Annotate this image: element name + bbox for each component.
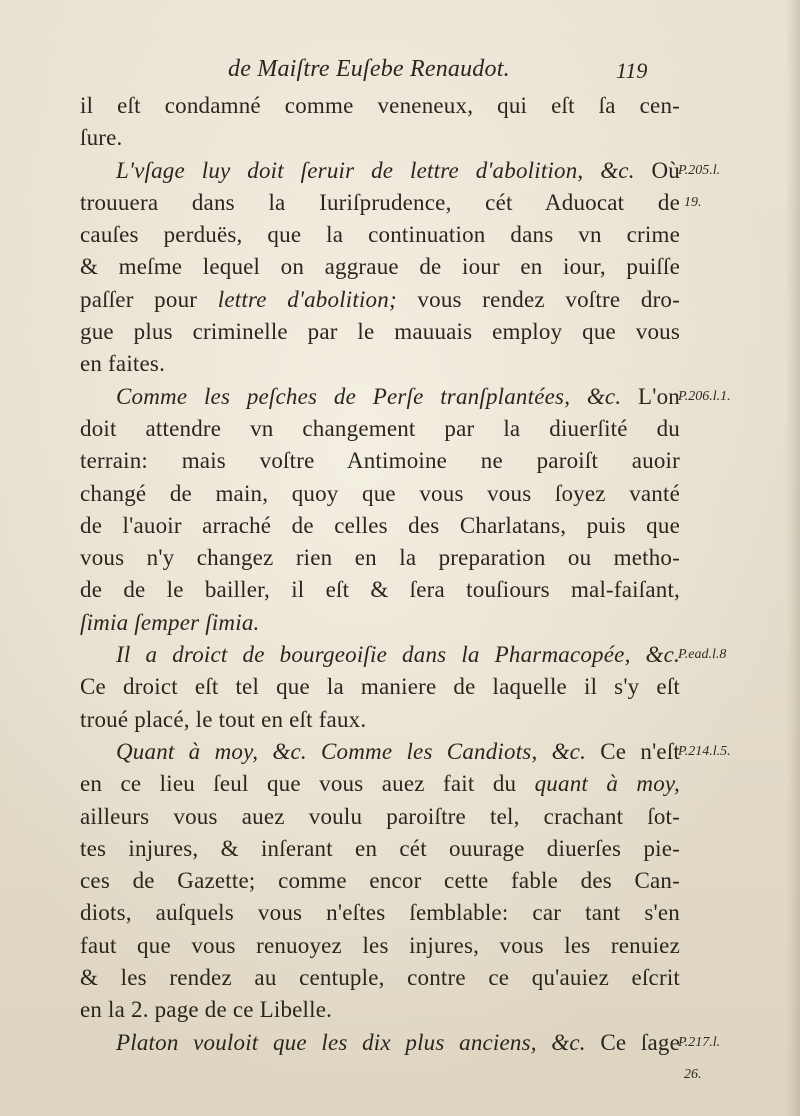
margin-note: P.205.l. xyxy=(678,162,721,178)
text-line xyxy=(80,897,680,929)
roman-text: en la 2. page de ce Libelle. xyxy=(80,997,333,1023)
margin-note: P.ead.l.8 xyxy=(678,647,727,663)
roman-text: Où xyxy=(634,157,680,183)
text-line xyxy=(80,348,680,380)
text-line xyxy=(80,865,680,897)
roman-text: ces de Gazette; comme encor cette fable des Can- xyxy=(80,868,680,894)
roman-text: & les rendez au centuple, contre ce qu'auiez eſcrit xyxy=(80,965,680,991)
italic-text: Il a droict de bourgeoiſie dans la Pharmacopée, &c. xyxy=(116,642,680,668)
text-line xyxy=(80,542,680,574)
text-line xyxy=(80,122,680,154)
roman-text: changé de main, quoy que vous vous ſoyez vanté xyxy=(80,480,680,506)
page-number: 119 xyxy=(616,58,648,83)
text-line xyxy=(80,671,680,703)
roman-text: de de le bailler, il eſt & ſera touſiours mal-faiſant, xyxy=(80,577,680,603)
roman-text: cauſes perduës, que la continuation dans vn crime xyxy=(80,222,680,248)
margin-note: 19. xyxy=(684,194,702,210)
margin-note: P.206.l.1. xyxy=(678,388,731,404)
text-line xyxy=(80,90,680,122)
italic-text: lettre d'abolition; xyxy=(217,286,397,312)
margin-note: P.214.l.5. xyxy=(678,744,731,759)
text-line xyxy=(80,930,680,962)
roman-text: Ce ſage xyxy=(585,1029,680,1055)
italic-text: Quant à moy, &c. Comme les Candiots, &c. xyxy=(116,738,587,764)
roman-text: diots, auſquels vous n'eſtes ſemblable: car tant s'en xyxy=(80,900,680,926)
page-edge-shadow xyxy=(786,0,800,1116)
text-line xyxy=(80,413,680,445)
italic-text: Platon vouloit que les dix plus anciens, &c. xyxy=(116,1029,586,1055)
roman-text: faut que vous renuoyez les injures, vous les renuiez xyxy=(80,932,680,958)
roman-text: & meſme lequel on aggraue de iour en iour, puiſſe xyxy=(80,254,680,280)
roman-text: en ce lieu ſeul que vous auez fait du xyxy=(80,771,535,797)
text-line xyxy=(80,639,680,671)
roman-text: Ce n'eſt xyxy=(586,738,681,764)
text-line xyxy=(80,219,680,251)
roman-text: paſſer pour xyxy=(80,286,218,312)
text-line xyxy=(80,704,680,736)
roman-text: L'on xyxy=(621,383,680,409)
text-line xyxy=(80,187,680,219)
body-text xyxy=(80,90,680,1059)
italic-text: L'vſage luy doit ſeruir de lettre d'abolition, &c. xyxy=(116,157,635,183)
text-line xyxy=(80,1027,680,1059)
roman-text: vous n'y changez rien en la preparation ou metho- xyxy=(80,545,680,571)
text-line xyxy=(80,574,680,606)
italic-text: Comme les peſches de Perſe tranſplantées, &c. xyxy=(116,383,622,409)
roman-text: gue plus criminelle par le mauuais employ que vous xyxy=(80,319,680,345)
text-line xyxy=(80,962,680,994)
roman-text: doit attendre vn changement par la diuerſité du xyxy=(80,415,680,441)
roman-text: ſure. xyxy=(80,125,123,151)
text-line xyxy=(80,478,680,510)
text-line xyxy=(80,251,680,283)
text-line xyxy=(80,445,680,477)
margin-note: P.217.l. xyxy=(678,1034,721,1050)
text-line xyxy=(80,155,680,187)
roman-text: terrain: mais voſtre Antimoine ne paroiſt auoir xyxy=(80,448,680,474)
text-line xyxy=(80,316,680,348)
italic-text: ſimia ſemper ſimia. xyxy=(80,609,260,635)
roman-text: vous rendez voſtre dro- xyxy=(396,286,680,312)
roman-text: Ce droict eſt tel que la maniere de laquelle il s'y eſt xyxy=(80,674,680,700)
page-header xyxy=(0,52,800,86)
italic-text: quant à moy, xyxy=(534,771,681,797)
text-line xyxy=(80,801,680,833)
text-line xyxy=(80,833,680,865)
margin-note: 26. xyxy=(684,1067,702,1082)
text-line xyxy=(80,736,680,768)
text-line xyxy=(80,607,680,639)
roman-text: tes injures, & inſerant en cét ouurage diuerſes pie- xyxy=(80,835,680,861)
roman-text: de l'auoir arraché de celles des Charlatans, puis que xyxy=(80,512,680,538)
roman-text: il eſt condamné comme veneneux, qui eſt ſa cen- xyxy=(80,93,680,118)
roman-text: ailleurs vous auez voulu paroiſtre tel, crachant ſot- xyxy=(80,803,680,829)
text-line xyxy=(80,284,680,316)
text-line xyxy=(80,994,680,1026)
text-line xyxy=(80,510,680,542)
text-line xyxy=(80,381,680,413)
roman-text: trouuera dans la Iuriſprudence, cét Aduocat de xyxy=(80,189,680,215)
text-line xyxy=(80,768,680,800)
running-head: de Maiſtre Euſebe Renaudot. xyxy=(228,56,510,82)
roman-text: en faites. xyxy=(80,351,166,377)
roman-text: troué placé, le tout en eſt faux. xyxy=(80,706,367,732)
